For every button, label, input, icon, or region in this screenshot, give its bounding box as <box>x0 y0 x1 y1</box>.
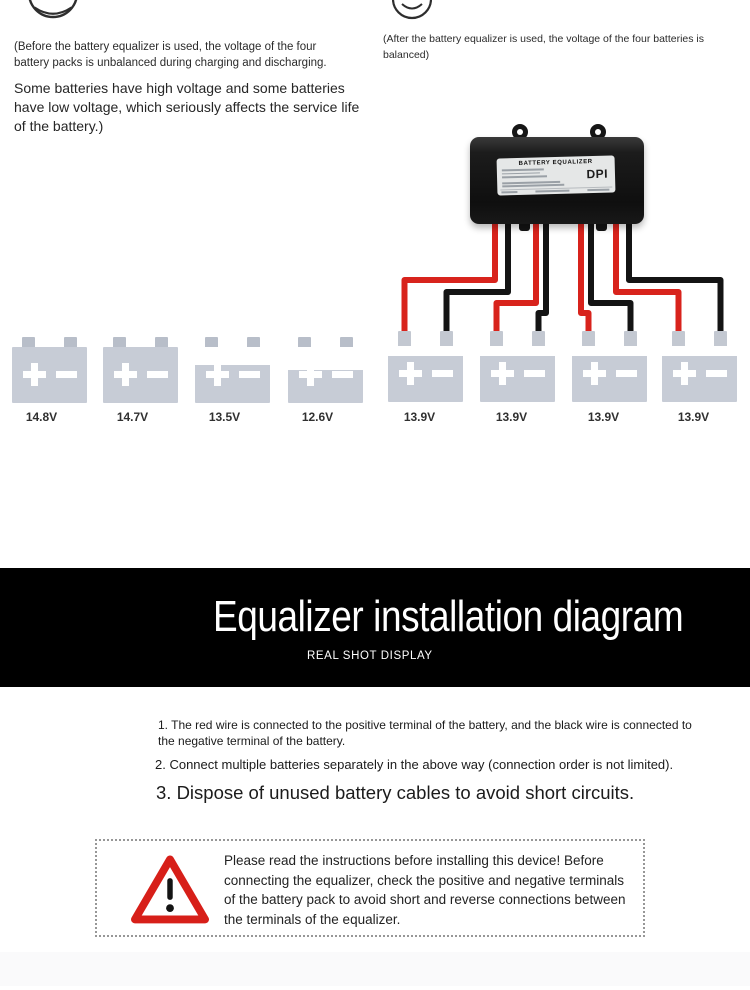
battery-positive-post <box>490 331 503 347</box>
battery-body <box>12 347 87 403</box>
wire-positive-2 <box>497 210 537 341</box>
battery-before-3 <box>195 337 270 432</box>
battery-voltage-label: 13.9V <box>403 410 436 424</box>
battery-body <box>288 347 363 403</box>
label-fine-print-line <box>501 191 517 193</box>
battery-after-3 <box>572 331 647 426</box>
battery-voltage-label: 13.9V <box>587 410 620 424</box>
battery-negative-post <box>714 331 727 347</box>
minus-terminal-icon <box>239 371 260 378</box>
battery-negative-post <box>624 331 637 347</box>
warning-text: Please read the instructions before installing this device! Before connecting the equalizer, check the positive and negative terminals of the battery pack to avoid short and reverse connections between the terminals of the equalizer. <box>224 853 626 927</box>
label-fine-print-line <box>535 190 569 192</box>
minus-terminal-icon <box>706 370 727 377</box>
label-fine-print-line <box>502 168 544 171</box>
label-fine-print-line <box>502 175 547 178</box>
equalizer-device <box>470 137 644 224</box>
battery-before-2 <box>103 337 178 432</box>
wire-positive-3 <box>581 210 589 341</box>
battery-after-2 <box>480 331 555 426</box>
minus-terminal-icon <box>524 370 545 377</box>
equalizer-label-title: BATTERY EQUALIZER <box>518 159 593 167</box>
plus-terminal-icon <box>23 363 46 386</box>
battery-body <box>388 346 463 402</box>
label-fine-print-line <box>502 184 564 187</box>
minus-terminal-icon <box>332 371 353 378</box>
plus-terminal-icon <box>583 362 606 385</box>
warning-box <box>95 839 645 937</box>
plus-terminal-icon <box>491 362 514 385</box>
banner-subtitle: REAL SHOT DISPLAY <box>307 650 433 662</box>
minus-terminal-icon <box>432 370 453 377</box>
battery-before-4 <box>288 337 363 432</box>
before-caption-main: Some batteries have high voltage and some batteries have low voltage, which seriously affects the service life of the battery.) <box>14 80 360 134</box>
wire-negative-4 <box>629 210 721 341</box>
battery-before-1 <box>12 337 87 432</box>
battery-voltage-label: 14.7V <box>116 410 149 424</box>
equalizer-label <box>497 155 616 195</box>
battery-positive-post <box>582 331 595 347</box>
instruction-item-1: 1. The red wire is connected to the positive terminal of the battery, and the black wire is connected to the negative terminal of the battery. <box>158 718 692 748</box>
battery-voltage-label: 13.5V <box>208 410 241 424</box>
battery-after-1 <box>388 331 463 426</box>
charge-level-band <box>572 346 647 356</box>
after-caption: (After the battery equalizer is used, the voltage of the four batteries is balanced) <box>383 33 705 61</box>
wire-negative-1 <box>447 210 509 341</box>
instruction-item-3: 3. Dispose of unused battery cables to avoid short circuits. <box>156 782 635 803</box>
plus-terminal-icon <box>299 363 322 386</box>
minus-terminal-icon <box>56 371 77 378</box>
label-fine-print-line <box>502 172 540 174</box>
label-fine-print-line <box>587 189 609 191</box>
battery-voltage-label: 12.6V <box>301 410 334 424</box>
charge-level-band <box>388 346 463 356</box>
happy-face-icon <box>392 0 432 21</box>
battery-positive-post <box>398 331 411 347</box>
battery-body <box>195 347 270 403</box>
warning-triangle-icon <box>131 850 209 928</box>
before-caption-note: (Before the battery equalizer is used, the voltage of the four battery packs is unbalanced during charging and discharging. <box>14 41 327 69</box>
footer-band <box>0 952 750 986</box>
wire-negative-2 <box>539 210 547 341</box>
wire-positive-1 <box>405 210 496 341</box>
battery-negative-post <box>440 331 453 347</box>
plus-terminal-icon <box>399 362 422 385</box>
section-banner <box>0 568 750 687</box>
banner-title: Equalizer installation diagram <box>213 592 684 641</box>
wire-positive-4 <box>616 210 679 341</box>
charge-level-band <box>662 346 737 356</box>
battery-voltage-label: 13.9V <box>495 410 528 424</box>
battery-positive-post <box>672 331 685 347</box>
sad-face-icon <box>26 0 80 20</box>
battery-voltage-label: 14.8V <box>25 410 58 424</box>
battery-after-4 <box>662 331 737 426</box>
battery-body <box>662 346 737 402</box>
charge-level-band <box>480 346 555 356</box>
battery-negative-post <box>532 331 545 347</box>
plus-terminal-icon <box>673 362 696 385</box>
equalizer-brand: DPI <box>586 166 609 182</box>
battery-body <box>103 347 178 403</box>
battery-body <box>572 346 647 402</box>
battery-body <box>480 346 555 402</box>
plus-terminal-icon <box>206 363 229 386</box>
instruction-item-2: 2. Connect multiple batteries separately in the above way (connection order is not limited). <box>155 757 674 772</box>
battery-voltage-label: 13.9V <box>677 410 710 424</box>
minus-terminal-icon <box>616 370 637 377</box>
minus-terminal-icon <box>147 371 168 378</box>
plus-terminal-icon <box>114 363 137 386</box>
